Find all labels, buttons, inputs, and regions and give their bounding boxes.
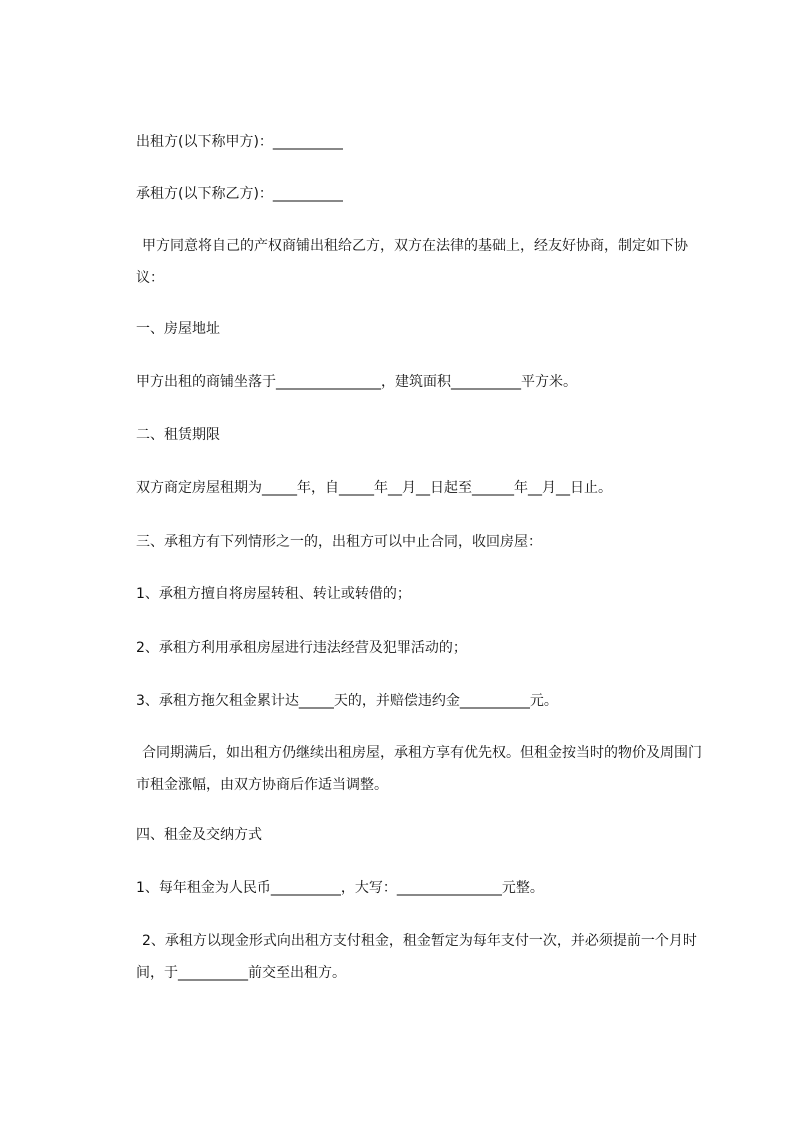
section-2-body: 双方商定房屋租期为_____年，自_____年__月__日起至______年__月__日止。 xyxy=(136,480,612,496)
party-b-line: 承租方(以下称乙方)：__________ xyxy=(136,186,343,202)
intro-paragraph xyxy=(136,230,710,294)
section-4-item-2 xyxy=(136,925,710,989)
renewal-paragraph xyxy=(136,737,710,801)
section-3-item-2: 2、承租方利用承租房屋进行违法经营及犯罪活动的； xyxy=(136,640,467,656)
section-4-item-2-text: 2、承租方以现金形式向出租方支付租金，租金暂定为每年支付一次，并必须提前一个月时间，于__________前交至出租方。 xyxy=(136,933,697,981)
section-3-item-3: 3、承租方拖欠租金累计达_____天的，并赔偿违约金__________元。 xyxy=(136,693,558,709)
section-1-title: 一、房屋地址 xyxy=(136,321,220,337)
section-4-item-1: 1、每年租金为人民币__________，大写：_______________元整。 xyxy=(136,880,544,896)
party-a-line: 出租方(以下称甲方)：__________ xyxy=(136,134,343,150)
section-3-item-1: 1、承租方擅自将房屋转租、转让或转借的； xyxy=(136,586,411,602)
renewal-text: 合同期满后，如出租方仍继续出租房屋，承租方享有优先权。但租金按当时的物价及周围门市租金涨幅，由双方协商后作适当调整。 xyxy=(136,745,702,793)
section-1-body: 甲方出租的商铺坐落于_______________，建筑面积__________平方米。 xyxy=(136,374,577,390)
section-3-title: 三、承租方有下列情形之一的，出租方可以中止合同，收回房屋： xyxy=(136,534,542,550)
intro-text: 甲方同意将自己的产权商铺出租给乙方，双方在法律的基础上，经友好协商，制定如下协议： xyxy=(136,238,688,286)
section-2-title: 二、租赁期限 xyxy=(136,427,220,443)
section-4-title: 四、租金及交纳方式 xyxy=(136,827,262,843)
